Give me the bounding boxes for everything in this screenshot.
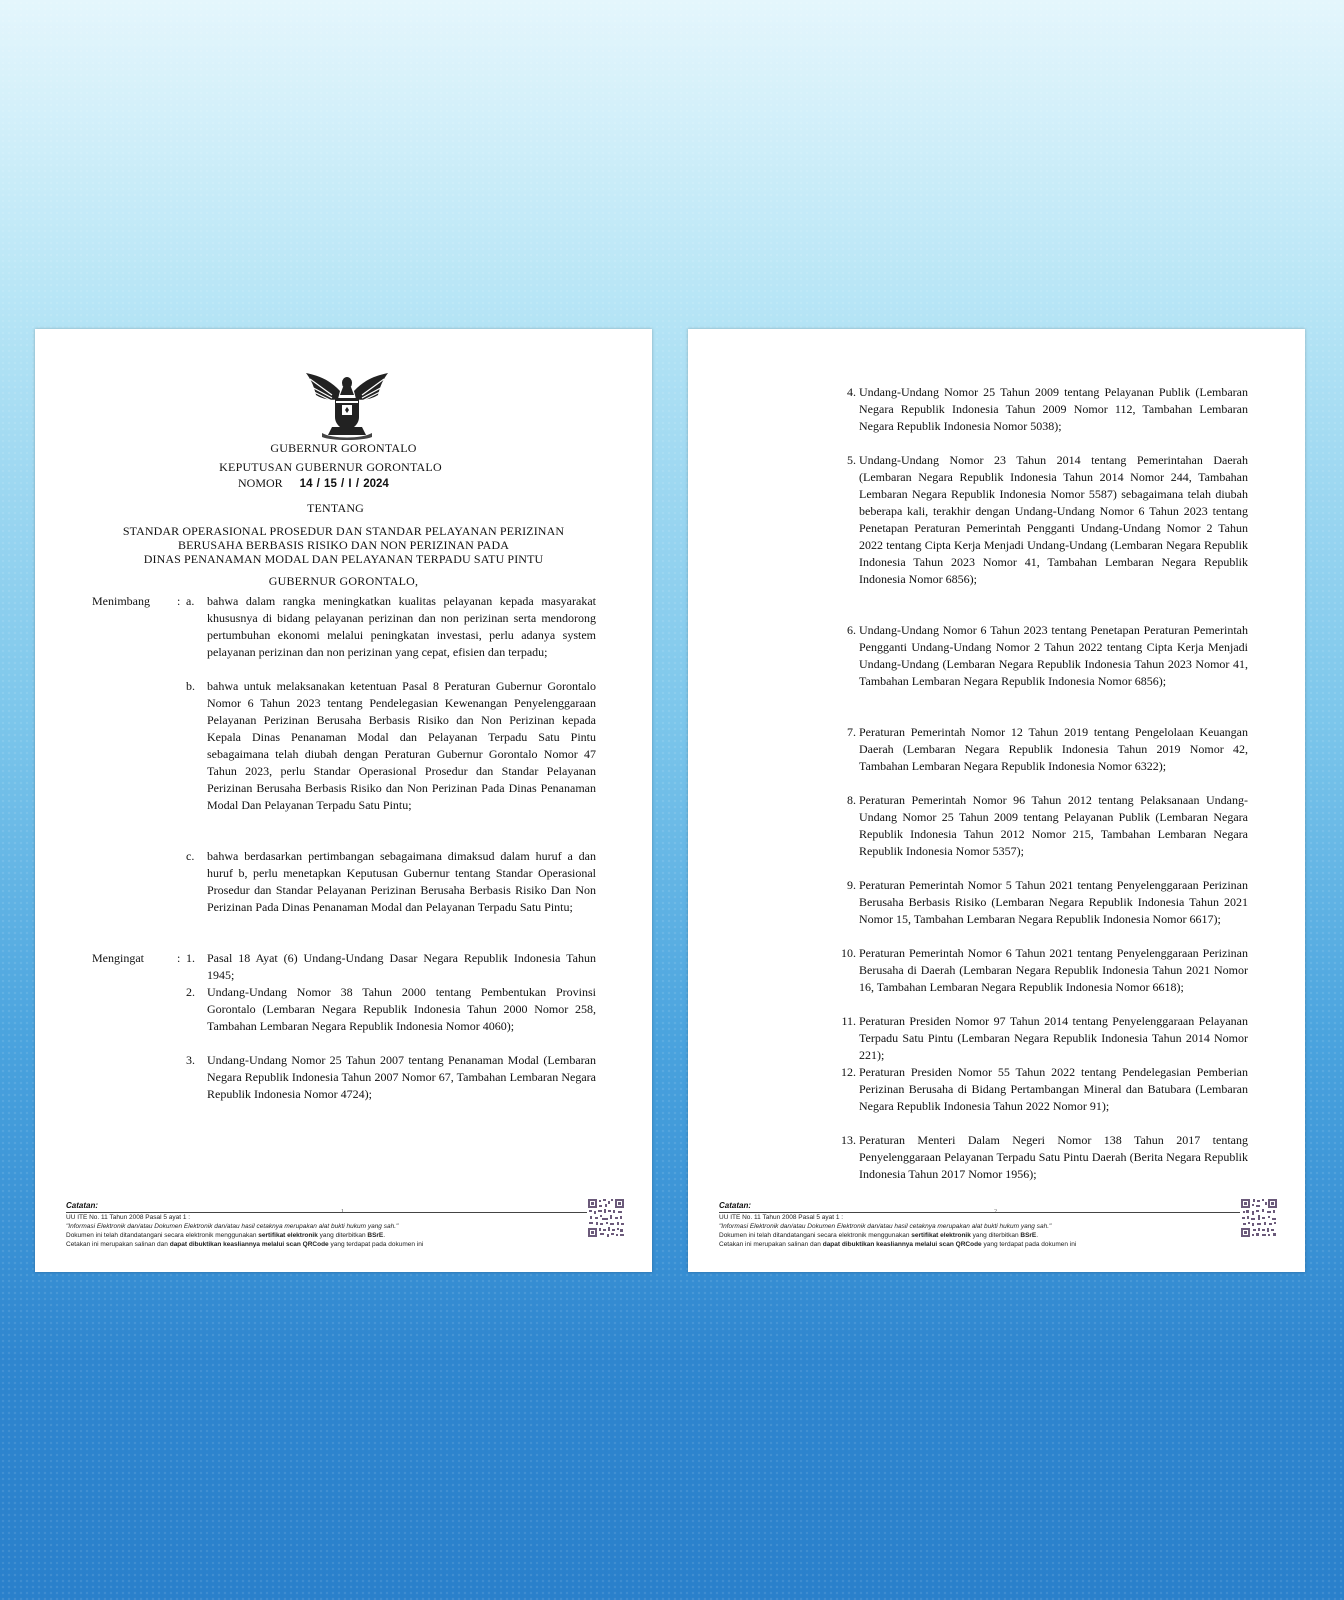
item-marker: 8. — [847, 793, 856, 807]
item-marker: a. — [186, 594, 195, 608]
menimbang-colon: : — [177, 594, 181, 608]
item-marker: 7. — [847, 725, 856, 739]
item-marker: b. — [186, 679, 195, 693]
mengingat-colon: : — [177, 951, 181, 965]
decree-number — [238, 476, 389, 491]
item-marker: 4. — [847, 385, 856, 399]
item-text: Undang-Undang Nomor 23 Tahun 2014 tentang Pemerintahan Daerah (Lembaran Negara Republik Indonesia Tahun 2014 Nomor 244, Tambahan Lembaran Negara Republik Indonesia Nomor 5587) sebagaimana telah diubah beberapa kali, terakhir dengan Undang-Undang Nomor 6 Tahun 2023 tentang Penetapan Peraturan Pemerintah Pengganti Undang-Undang Nomor 2 Tahun 2022 tentang Cipta Kerja Menjadi Undang-Undang (Lembaran Negara Republik Indonesia Tahun 2023 Nomor 41, Tambahan Lembaran Negara Republik Indonesia Nomor 6856); — [859, 453, 1248, 586]
item-marker: c. — [186, 849, 195, 863]
item-marker: 2. — [186, 985, 195, 999]
qr-code-icon — [587, 1198, 625, 1238]
document-page-2 — [688, 329, 1305, 1272]
item-marker: 3. — [186, 1053, 195, 1067]
item-marker: 13. — [841, 1133, 856, 1147]
footer-title: Catatan: — [66, 1201, 99, 1210]
decree-heading: KEPUTUSAN GUBERNUR GORONTALO — [219, 460, 442, 474]
item-marker: 9. — [847, 878, 856, 892]
footer-copy-note: Cetakan ini merupakan salinan dan dapat dibuktikan keasliannya melalui scan QRCode yang terdapat pada dokumen ini — [719, 1241, 1077, 1248]
item-marker: 5. — [847, 453, 856, 467]
title-line: STANDAR OPERASIONAL PROSEDUR DAN STANDAR PELAYANAN PERIZINAN — [122, 524, 565, 538]
item-marker: 6. — [847, 623, 856, 637]
item-text: Peraturan Pemerintah Nomor 96 Tahun 2012 tentang Pelaksanaan Undang-Undang Nomor 25 Tahun 2009 tentang Pelayanan Publik (Lembaran Negara Republik Indonesia Tahun 2012 Nomor 215, Tambahan Lembaran Negara Republik Indonesia Nomor 5357); — [859, 793, 1248, 858]
footer-law-ref: UU ITE No. 11 Tahun 2008 Pasal 5 ayat 1 : — [719, 1214, 844, 1221]
item-text: Undang-Undang Nomor 6 Tahun 2023 tentang Penetapan Peraturan Pemerintah Pengganti Undang-Undang Nomor 2 Tahun 2022 tentang Cipta Kerja Menjadi Undang-Undang (Lembaran Negara Republik Indonesia Tahun 2023 Nomor 41, Tambahan Lembaran Negara Republik Indonesia Nomor 6856); — [859, 623, 1248, 688]
mengingat-label: Mengingat — [92, 951, 144, 965]
item-text: Pasal 18 Ayat (6) Undang-Undang Dasar Negara Republik Indonesia Tahun 1945; — [207, 951, 596, 982]
footer-quote: "Informasi Elektronik dan/atau Dokumen Elektronik dan/atau hasil cetaknya merupakan alat bukti hukum yang sah." — [66, 1223, 399, 1230]
document-footer — [719, 1201, 1274, 1249]
item-text: Peraturan Presiden Nomor 97 Tahun 2014 tentang Penyelenggaraan Pelayanan Terpadu Satu Pintu (Lembaran Negara Republik Indonesia Tahun 2014 Nomor 221); — [859, 1014, 1248, 1062]
footer-title: Catatan: — [719, 1201, 752, 1210]
item-marker: 10. — [841, 946, 856, 960]
garuda-emblem-icon — [302, 365, 392, 441]
footer-law-ref: UU ITE No. 11 Tahun 2008 Pasal 5 ayat 1 : — [66, 1214, 191, 1221]
nomor-value: 14 / 15 / I / 2024 — [299, 478, 389, 490]
governor-heading: GUBERNUR GORONTALO — [270, 441, 417, 455]
menimbang-label: Menimbang — [92, 594, 150, 608]
item-text: Peraturan Pemerintah Nomor 6 Tahun 2021 tentang Penyelenggaraan Perizinan Berusaha di Daerah (Lembaran Negara Republik Indonesia Tahun 2021 Nomor 16, Tambahan Lembaran Negara Republik Indonesia Nomor 6618); — [859, 946, 1248, 994]
footer-signature-note: Dokumen ini telah ditandatangani secara elektronik menggunakan sertifikat elektronik yang diterbitkan BSrE. — [66, 1232, 386, 1239]
item-text: Undang-Undang Nomor 25 Tahun 2007 tentang Penanaman Modal (Lembaran Negara Republik Indonesia Tahun 2007 Nomor 67, Tambahan Lembaran Negara Republik Indonesia Nomor 4724); — [207, 1053, 596, 1101]
item-marker: 11. — [841, 1014, 856, 1028]
footer-copy-note: Cetakan ini merupakan salinan dan dapat dibuktikan keasliannya melalui scan QRCode yang terdapat pada dokumen ini — [66, 1241, 424, 1248]
item-marker: 1. — [186, 951, 195, 965]
item-text: Undang-Undang Nomor 25 Tahun 2009 tentang Pelayanan Publik (Lembaran Negara Republik Indonesia Tahun 2009 Nomor 112, Tambahan Lembaran Negara Republik Indonesia Nomor 5038); — [859, 385, 1248, 433]
item-text: Undang-Undang Nomor 38 Tahun 2000 tentang Pembentukan Provinsi Gorontalo (Lembaran Negara Republik Indonesia Tahun 2000 Nomor 258, Tambahan Lembaran Negara Republik Indonesia Nomor 4060); — [207, 985, 596, 1033]
item-text: bahwa dalam rangka meningkatkan kualitas pelayanan kepada masyarakat khususnya di bidang pelayanan perizinan dan non perizinan serta mendorong pertumbuhan ekonomi melalui peningkatan investasi, perlu adanya system pelayanan perizinan dan non perizinan yang cepat, efisien dan terpadu; — [207, 594, 596, 659]
footer-quote: "Informasi Elektronik dan/atau Dokumen Elektronik dan/atau hasil cetaknya merupakan alat bukti hukum yang sah." — [719, 1223, 1052, 1230]
item-text: Peraturan Presiden Nomor 55 Tahun 2022 tentang Pendelegasian Pemberian Perizinan Berusaha di Bidang Pertambangan Mineral dan Batubara (Lembaran Negara Republik Indonesia Tahun 2022 Nomor 91); — [859, 1065, 1248, 1113]
item-text: bahwa berdasarkan pertimbangan sebagaimana dimaksud dalam huruf a dan huruf b, perlu menetapkan Keputusan Gubernur tentang Standar Operasional Prosedur dan Standar Pelayanan Perizinan Berusaha Berbasis Risiko Dan Non Perizinan Pada Dinas Penanaman Modal dan Pelayanan Terpadu Satu Pintu; — [207, 849, 596, 914]
item-text: Peraturan Menteri Dalam Negeri Nomor 138 Tahun 2017 tentang Penyelenggaraan Pelayanan Terpadu Satu Pintu Daerah (Berita Negara Republik Indonesia Tahun 2017 Nomor 1956); — [859, 1133, 1248, 1181]
document-page-1 — [35, 329, 652, 1272]
decree-title — [35, 524, 652, 566]
item-text: Peraturan Pemerintah Nomor 5 Tahun 2021 tentang Penyelenggaraan Perizinan Berusaha Berbasis Risiko (Lembaran Negara Republik Indonesia Tahun 2021 Nomor 15, Tambahan Lembaran Negara Republik Indonesia Nomor 6617); — [859, 878, 1248, 926]
document-footer — [66, 1201, 621, 1249]
item-text: bahwa untuk melaksanakan ketentuan Pasal 8 Peraturan Gubernur Gorontalo Nomor 6 Tahun 2023 tentang Pendelegasian Kewenangan Penyelenggaraan Pelayanan Perizinan Berusaha Berbasis Risiko dan Non Perizinan kepada Kepala Dinas Penanaman Modal dan Pelayanan Terpadu Satu Pintu sebagaimana telah diubah dengan Peraturan Gubernur Gorontalo Nomor 47 Tahun 2023, perlu Standar Operasional Prosedur dan Standar Pelayanan Perizinan Berusaha Berbasis Risiko dan Non Perizinan Pada Dinas Penanaman Modal Dan Pelayanan Terpadu Satu Pintu; — [207, 679, 596, 812]
footer-signature-note: Dokumen ini telah ditandatangani secara elektronik menggunakan sertifikat elektronik yang diterbitkan BSrE. — [719, 1232, 1039, 1239]
title-line: BERUSAHA BERBASIS RISIKO DAN NON PERIZINAN PADA — [178, 538, 509, 552]
issuer-heading: GUBERNUR GORONTALO, — [268, 574, 419, 588]
item-marker: 12. — [841, 1065, 856, 1079]
title-line: DINAS PENANAMAN MODAL DAN PELAYANAN TERPADU SATU PINTU — [143, 552, 544, 566]
nomor-label: NOMOR — [238, 476, 283, 490]
item-text: Peraturan Pemerintah Nomor 12 Tahun 2019 tentang Pengelolaan Keuangan Daerah (Lembaran Negara Republik Indonesia Tahun 2019 Nomor 42, Tambahan Lembaran Negara Republik Indonesia Nomor 6322); — [859, 725, 1248, 773]
qr-code-icon — [1240, 1198, 1278, 1238]
tentang-heading: TENTANG — [306, 501, 365, 515]
